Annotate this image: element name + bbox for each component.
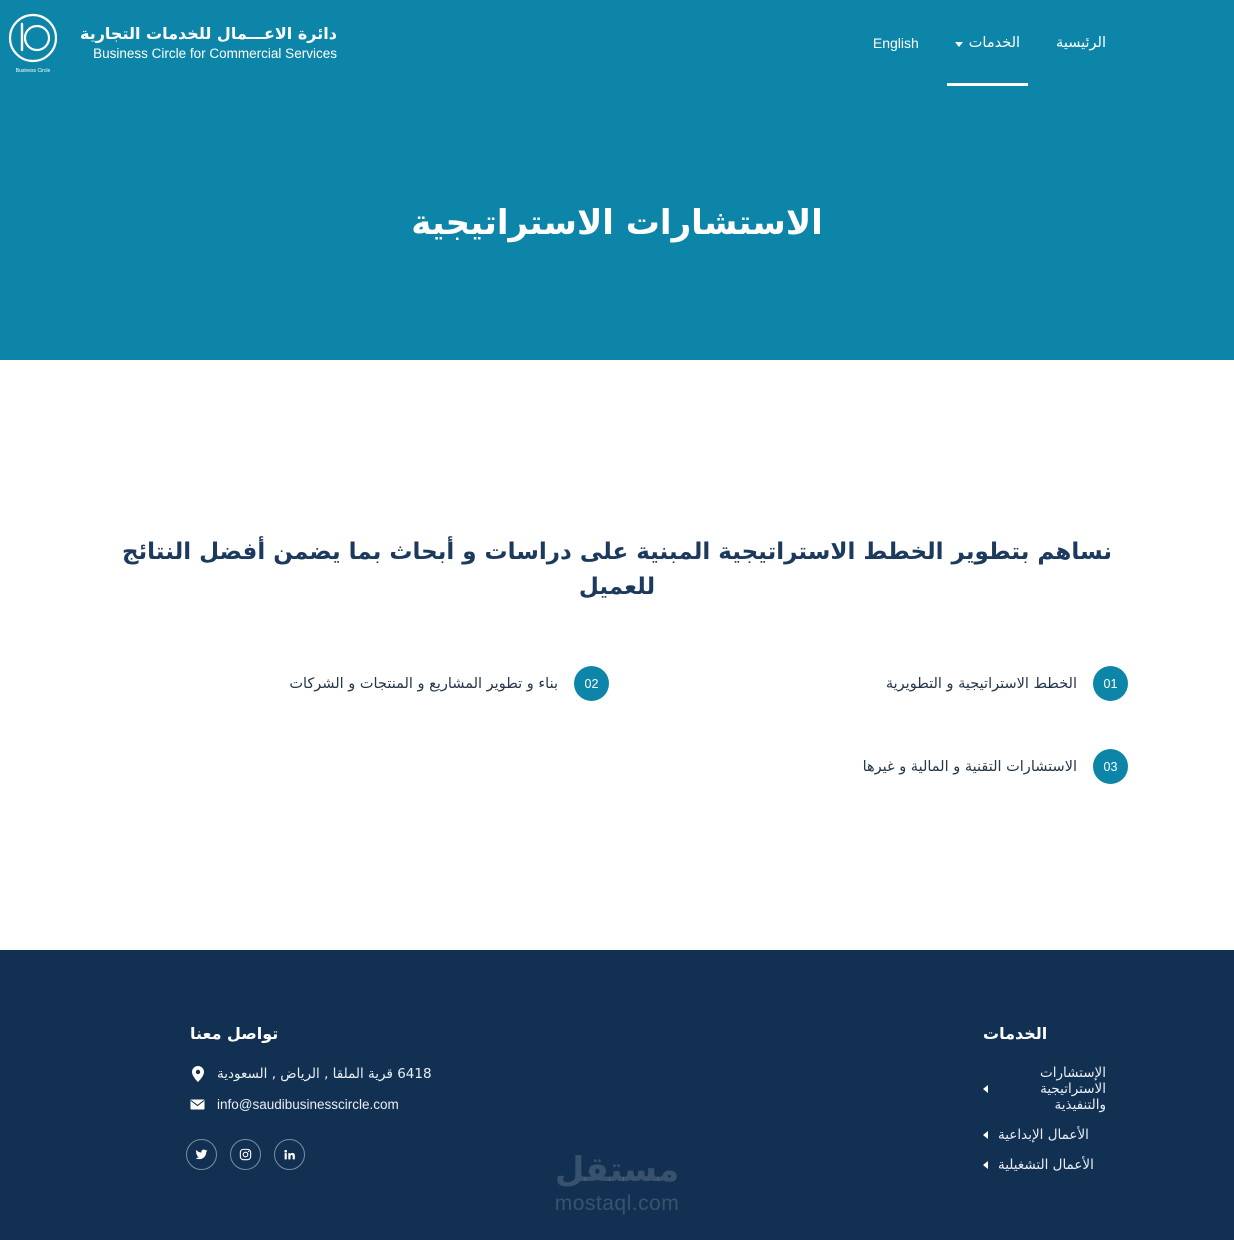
footer-link-strategic[interactable] xyxy=(617,1065,1106,1113)
nav-item-services[interactable] xyxy=(937,0,1038,86)
chevron-left-icon xyxy=(983,1131,988,1139)
location-pin-icon xyxy=(190,1065,205,1082)
footer-email-text: info@saudibusinesscircle.com xyxy=(217,1097,399,1112)
footer-services-title: الخدمات xyxy=(983,1024,1048,1043)
chevron-left-icon xyxy=(983,1161,988,1169)
footer-columns xyxy=(98,1024,1136,1187)
nav-item-label: الرئيسية xyxy=(1056,35,1106,51)
watermark-english: mostaql.com xyxy=(554,1192,680,1215)
site-header xyxy=(0,0,1234,86)
main-navigation xyxy=(855,0,1190,86)
brand-name-english: Business Circle for Commercial Services xyxy=(93,45,337,61)
mail-icon xyxy=(190,1096,205,1113)
section-heading: نساهم بتطوير الخطط الاستراتيجية المبنية على دراسات و أبحاث بما يضمن أفضل النتائج للعميل xyxy=(121,539,1113,600)
linkedin-icon[interactable] xyxy=(274,1139,305,1170)
footer-link-label: الأعمال الإبداعية xyxy=(998,1127,1089,1143)
footer-link-creative[interactable] xyxy=(617,1127,1106,1143)
service-item xyxy=(98,666,617,701)
service-item-label: بناء و تطوير المشاريع و المنتجات و الشركات xyxy=(289,675,558,692)
service-item xyxy=(617,749,1136,784)
service-item-number: 03 xyxy=(1093,749,1128,784)
service-item-number: 02 xyxy=(574,666,609,701)
watermark-arabic: مستقل xyxy=(554,1150,680,1190)
footer-services-column xyxy=(617,1024,1136,1187)
hero-banner xyxy=(0,86,1234,360)
service-item xyxy=(617,666,1136,701)
chevron-down-icon xyxy=(955,42,963,47)
chevron-left-icon xyxy=(983,1085,988,1093)
footer-social-links xyxy=(98,1139,617,1170)
footer-link-operational[interactable] xyxy=(617,1157,1106,1173)
footer-address-text: 6418 قرية الملقا , الرياض , السعودية xyxy=(217,1065,432,1082)
footer-link-label: الإستشارات الاستراتيجية والتنفيذية xyxy=(1040,1065,1106,1113)
footer-contact-title: تواصل معنا xyxy=(190,1024,279,1043)
footer-link-label: الأعمال التشغيلية xyxy=(998,1157,1094,1173)
nav-item-home[interactable] xyxy=(1038,0,1124,86)
twitter-icon[interactable] xyxy=(186,1139,217,1170)
service-item-label: الاستشارات التقنية و المالية و غيرها xyxy=(862,758,1077,775)
nav-item-english[interactable] xyxy=(855,0,937,86)
footer-address-row xyxy=(98,1065,617,1082)
brand-text xyxy=(80,23,337,63)
circle-logo-icon xyxy=(0,10,66,76)
nav-item-label: الخدمات xyxy=(968,35,1021,51)
footer-contact-column xyxy=(98,1024,617,1187)
service-item-number: 01 xyxy=(1093,666,1128,701)
page-title: الاستشارات الاستراتيجية xyxy=(411,203,823,243)
svg-text:Business Circle: Business Circle xyxy=(15,68,51,74)
footer-email-row[interactable] xyxy=(98,1096,617,1113)
brand-logo[interactable] xyxy=(0,10,337,76)
service-item-label: الخطط الاستراتيجية و التطويرية xyxy=(885,675,1077,692)
nav-item-label: English xyxy=(872,35,919,51)
main-content xyxy=(0,360,1234,950)
instagram-icon[interactable] xyxy=(230,1139,261,1170)
service-items-grid xyxy=(98,666,1136,832)
site-footer xyxy=(0,950,1234,1240)
brand-name-arabic: دائرة الاعـــمال للخدمات التجارية xyxy=(80,24,337,44)
